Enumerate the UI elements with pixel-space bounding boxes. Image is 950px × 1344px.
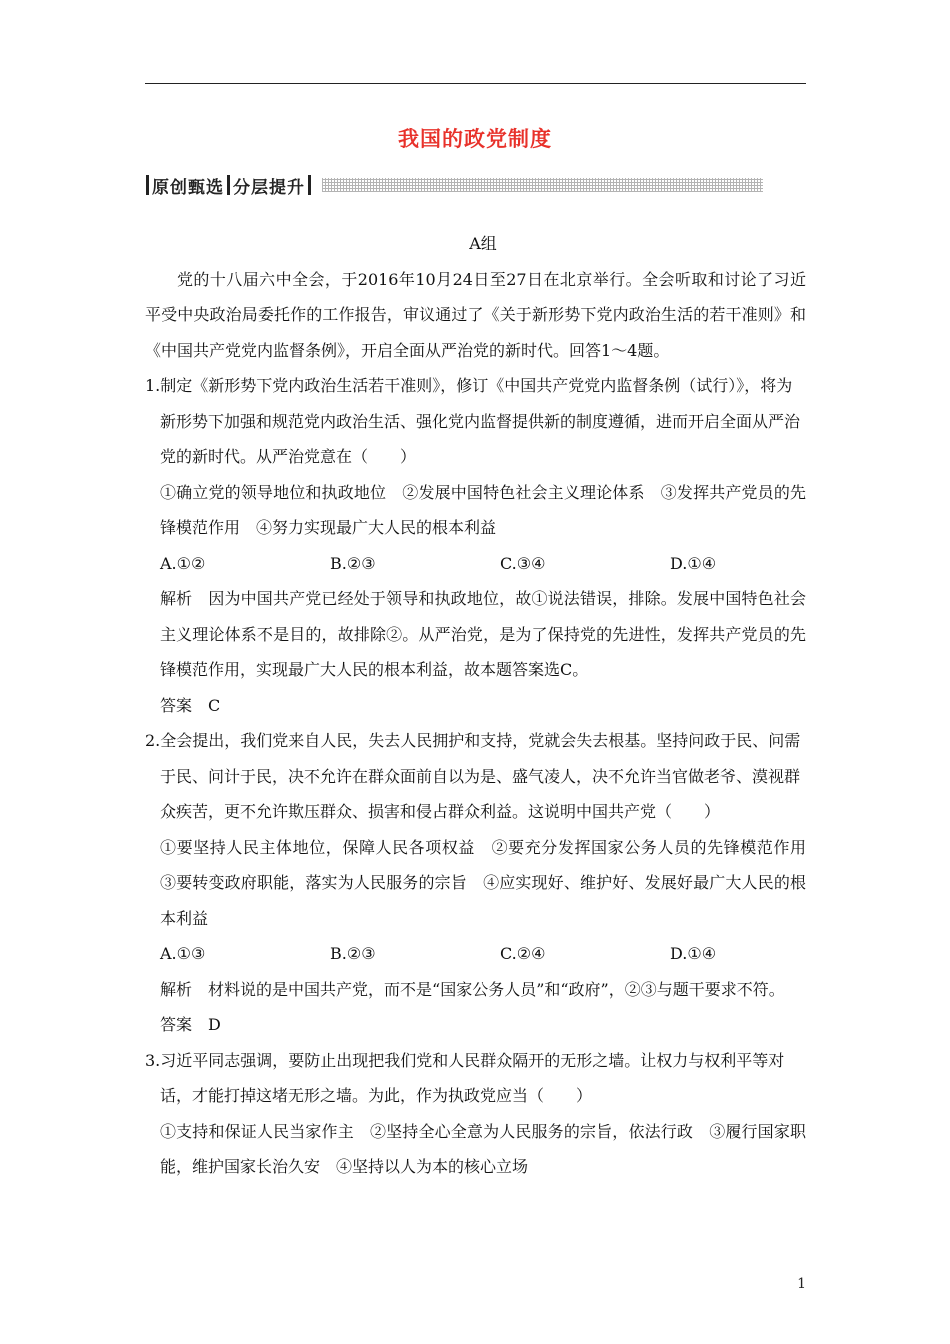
banner-divider xyxy=(146,175,149,195)
question-2-analysis xyxy=(160,972,806,1008)
intro-paragraph: 党的十八届六中全会，于2016年10月24日至27日在北京举行。全会听取和讨论了习近平受中央政治局委托作的工作报告，审议通过了《关于新形势下党内政治生活的若干准则》和《中国共产党党内监督条例》，开启全面从严治党的新时代。回答1～4题。 xyxy=(145,269,806,360)
question-stem-first-line: 全会提出，我们党来自人民，失去人民拥护和支持，党就会失去根基。坚持问政于民、问需 xyxy=(160,731,801,750)
option-c: C.②④ xyxy=(500,944,546,963)
question-number: 1. xyxy=(145,376,161,395)
option-b: B.②③ xyxy=(330,553,376,573)
question-1-statements: ①确立党的领导地位和执政地位 ②发展中国特色社会主义理论体系 ③发挥共产党员的先锋模范作用 ④努力实现最广大人民的根本利益 xyxy=(160,482,806,537)
question-2-stem xyxy=(145,723,806,759)
analysis-label: 解析 xyxy=(160,589,193,608)
group-label: A组 xyxy=(469,234,497,253)
question-1-stem-rest: 新形势下加强和规范党内政治生活、强化党内监督提供新的制度遵循，进而开启全面从严治党的新时代。从严治党意在（ ） xyxy=(160,411,801,466)
option-b: B.②③ xyxy=(330,944,376,963)
header-rule xyxy=(145,83,806,84)
page-number: 1 xyxy=(797,1276,806,1292)
analysis-text: 材料说的是中国共产党，而不是“国家公务人员”和“政府”，②③与题干要求不符。 xyxy=(208,979,785,999)
option-c: C.③④ xyxy=(500,553,546,573)
question-3-stem-rest: 话，才能打掉这堵无形之墙。为此，作为执政党应当（ ） xyxy=(160,1086,593,1105)
question-stem-first-line: 制定《新形势下党内政治生活若干准则》，修订《中国共产党党内监督条例（试行）》，将为 xyxy=(160,376,793,395)
option-a: A.①② xyxy=(160,553,206,573)
question-3-statements: ①支持和保证人民当家作主 ②坚持全心全意为人民服务的宗旨，依法行政 ③履行国家职能，维护国家长治久安 ④坚持以人为本的核心立场 xyxy=(160,1121,806,1176)
question-stem-first-line: 习近平同志强调，要防止出现把我们党和人民群众隔开的无形之墙。让权力与权利平等对 xyxy=(160,1050,785,1070)
analysis-label: 解析 xyxy=(160,979,193,999)
question-2-options xyxy=(160,936,806,972)
banner-dotted-fill xyxy=(322,178,763,192)
answer-value: D xyxy=(208,1015,221,1034)
question-1-analysis xyxy=(160,581,806,688)
answer-label: 答案 xyxy=(160,1015,193,1034)
option-d: D.①④ xyxy=(670,553,717,573)
question-2-statements: ①要坚持人民主体地位，保障人民各项权益 ②要充分发挥国家公务人员的先锋模范作用 ③要转变政府职能，落实为人民服务的宗旨 ④应实现好、维护好、发展好最广大人民的根本利益 xyxy=(160,837,823,928)
page-title: 我国的政党制度 xyxy=(398,127,552,151)
banner-label-level: 分层提升 xyxy=(233,177,305,198)
analysis-text: 因为中国共产党已经处于领导和执政地位，故①说法错误，排除。发展中国特色社会主义理论体系不是目的，故排除②。从严治党，是为了保持党的先进性，发挥共产党员的先锋模范作用，实现最广大人民的根本利益，故本题答案选C。 xyxy=(160,589,806,679)
option-d: D.①④ xyxy=(670,944,717,963)
document-body xyxy=(145,226,823,1185)
section-banner xyxy=(143,174,763,196)
answer-value: C xyxy=(208,695,221,715)
answer-label: 答案 xyxy=(160,695,193,715)
question-2-stem-rest: 于民、问计于民，决不允许在群众面前自以为是、盛气凌人，决不允许当官做老爷、漠视群众疾苦，更不允许欺压群众、损害和侵占群众利益。这说明中国共产党（ ） xyxy=(160,766,801,821)
question-number: 2. xyxy=(145,731,161,750)
question-1-stem xyxy=(145,368,806,404)
question-1-options xyxy=(160,546,806,582)
option-a: A.①③ xyxy=(160,944,206,963)
banner-divider xyxy=(227,175,230,195)
question-number: 3. xyxy=(145,1050,161,1070)
banner-label-original: 原创甄选 xyxy=(152,177,224,198)
banner-divider xyxy=(308,175,311,195)
question-1-answer xyxy=(160,688,806,724)
question-2-answer xyxy=(160,1007,806,1043)
question-3-stem xyxy=(145,1043,806,1079)
